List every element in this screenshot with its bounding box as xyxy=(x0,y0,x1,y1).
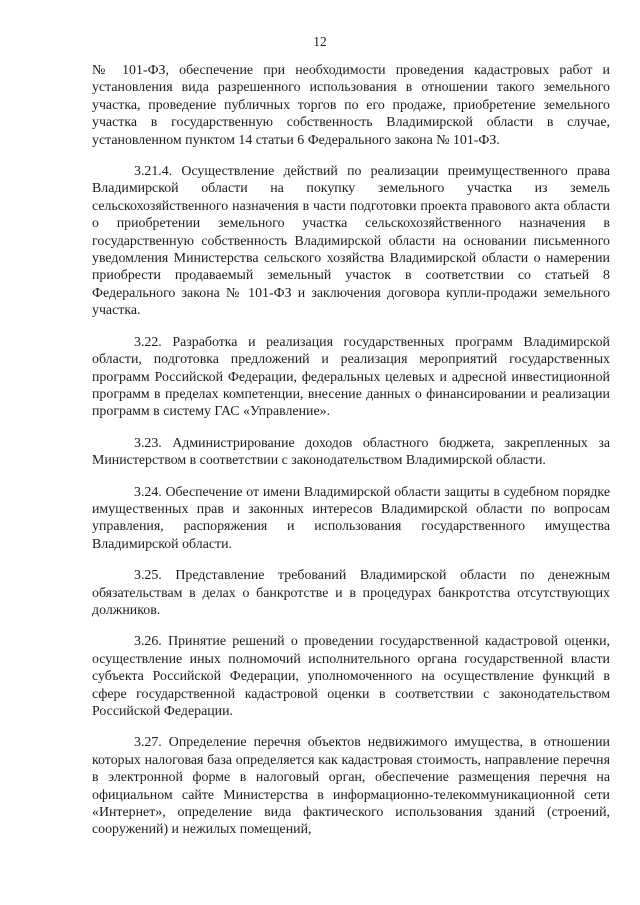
paragraph-3-24: 3.24. Обеспечение от имени Владимирской области защиты в судебном порядке имущественных прав и законных интересов Владимирской области по вопросам управления, распоряжения и использования государственного имущества Владимирской области. xyxy=(92,484,610,552)
paragraph-3-23: 3.23. Администрирование доходов областного бюджета, закрепленных за Министерством в соответствии с законодательством Владимирской области. xyxy=(92,435,610,469)
paragraph-3-25: 3.25. Представление требований Владимирской области по денежным обязательствам в делах о банкротстве и в процедурах банкротства отсутствующих должников. xyxy=(92,568,610,618)
paragraph-3-26: 3.26. Принятие решений о проведении государственной кадастровой оценки, осуществление иных полномочий исполнительного органа государственной власти субъекта Российской Федерации, уполномоченного на осуществление функций в сфере государственной кадастровой оценки в соответствии с законодательством Российской Федерации. xyxy=(92,634,610,719)
page-number: 12 xyxy=(313,34,327,49)
paragraph-3-22: 3.22. Разработка и реализация государственных программ Владимирской области, подготовка предложений и реализация мероприятий государственных программ Российской Федерации, федеральных целевых и адресной инвестиционной программ в пределах компетенции, внесение данных о финансировании и реализации программ в систему ГАС «Управление». xyxy=(92,334,610,420)
paragraph-3-21-4: 3.21.4. Осуществление действий по реализации преимущественного права Владимирской области на покупку земельного участка из земель сельскохозяйственного назначения в части подготовки проекта правового акта области о приобретении земельного участка сельскохозяйственного назначения в государственную собственность Владимирской области на основании письменного уведомления Министерства сельского хозяйства Владимирской области о намерении приобрести продаваемый земельный участок в соответствии со статьей 8 Федерального закона № 101-ФЗ и заключения договора купли-продажи земельного участка. xyxy=(92,164,610,319)
paragraph-continuation: № 101-ФЗ, обеспечение при необходимости проведения кадастровых работ и установления вида разрешенного использования в отношении такого земельного участка, проведение публичных торгов по его продаже, приобретение земельного участка в государственную собственность Владимирской области в случае, установленном пунктом 14 статьи 6 Федерального закона № 101-ФЗ. xyxy=(92,63,610,148)
paragraph-3-27: 3.27. Определение перечня объектов недвижимого имущества, в отношении которых налоговая база определяется как кадастровая стоимость, направление перечня в электронной форме в налоговый орган, обеспечение размещения перечня на официальном сайте Министерства в информационно-телекоммуникационной сети «Интернет», определение вида фактического использования зданий (строений, сооружений) и нежилых помещений, xyxy=(92,735,610,838)
document-body xyxy=(92,62,610,853)
